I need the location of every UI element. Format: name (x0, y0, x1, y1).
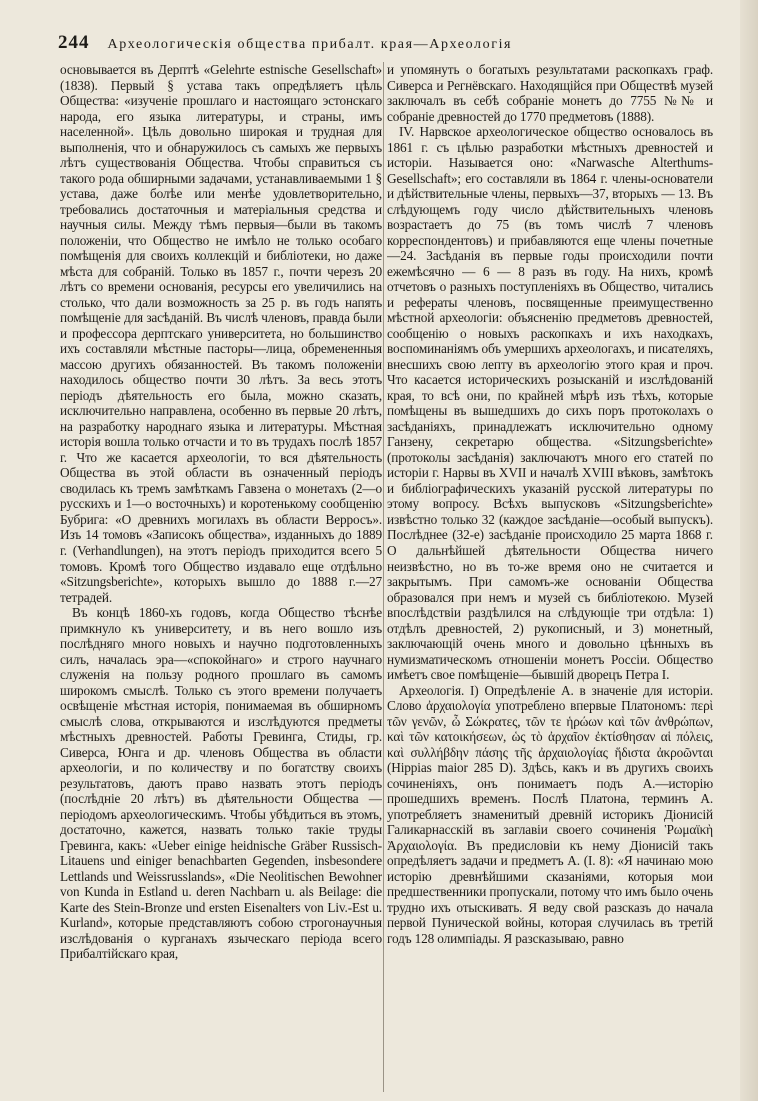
paragraph: Археологія. I) Опредѣленіе А. в значеніе для исторіи. Слово ἀρχαιολογία употреблено впервые Платономъ: περὶ τῶν γενῶν, ὦ Σώκρατες, τῶν τε ἡρώων καὶ τῶν ἀνθρώπων, καὶ τῶν κατοικήσεων, ὡς τὸ ἀρχαῖον ἐκτίσθησαν αἱ πόλεις, καὶ συλλήβδην πάσης τῆς ἀρχαιολογίας ἥδιστα ἀκροῶνται (Hippias maior 285 D). Здѣсь, какъ и въ другихъ своихъ сочиненіяхъ, онъ понимаетъ подъ А.—исторію прошедшихъ временъ. Послѣ Платона, терминъ А. употребляетъ знаменитый древній историкъ Діонисій Галикарнасскій въ заглавіи своего сочиненія Ῥωμαϊκὴ Ἀρχαιολογία. Въ предисловіи къ нему Діонисій такъ опредѣляетъ задачи и предметъ А. (I. 8): «Я начинаю мою исторію древнѣйшими сказаніями, которыя мои предшественники пропускали, потому что имъ было очень трудно ихъ отыскивать. Я веду свой разсказъ до начала первой Пунической войны, которая случилась въ третій годъ 128 олимпіады. Я разсказываю, равно (387, 682, 713, 946)
paragraph: и упомянуть о богатыхъ результатами раскопкахъ граф. Сиверса и Регнёвскаго. Находящійся при Обществѣ музей заключалъ въ себѣ собраніе монетъ до 7755 №№ и собраніе древностей до 1770 предметовъ (1888). (387, 62, 713, 124)
right-column (387, 62, 713, 1097)
paragraph: IV. Нарвское археологическое общество основалось въ 1861 г. съ цѣлью разработки мѣстныхъ древностей и исторіи. Называется оно: «Narwasche Alterthums-Gesellschaft»; его составляли въ 1864 г. члены-основатели и дѣйствительные члены, первыхъ—37, вторыхъ — 13. Въ слѣдующемъ году число дѣйствительныхъ членовъ возрастаетъ до 75 (въ томъ числѣ 7 членовъ корреспондентовъ) и прибавляются еще члены почетные—24. Засѣданія въ первые годы происходили почти ежемѣсячно — 6 — 8 разъ въ году. На нихъ, кромѣ отчетовъ о разныхъ поступленіяхъ въ Общество, читались и рефераты членовъ, посвященные преимущественно мѣстной археологіи: объясненію предметовъ древностей, сообщенію о новыхъ раскопкахъ и ихъ находкахъ, воспоминаніямъ объ умершихъ археологахъ, и писателяхъ, внесшихъ свою лепту въ археологію этого края и проч. Что касается историческихъ розысканій и изслѣдованій края, то всѣ они, по крайней мѣрѣ изъ тѣхъ, которые помѣщены въ вышедшихъ до сихъ поръ протоколахъ о засѣданіяхъ, принадлежатъ исключительно одному Ганзену, секретарю общества. «Sitzungsberichte» (протоколы засѣданія) заключаютъ много его статей по исторіи г. Нарвы въ XVII и началѣ XVIII вѣковъ, замѣтокъ и библіографическихъ указаній русской литературы по этому вопросу. Всѣхъ выпусковъ «Sitzungsberichte» извѣстно только 32 (каждое засѣданіе—особый выпускъ). Послѣднее (32-е) засѣданіе происходило 25 марта 1868 г. О дальнѣйшей дѣятельности Общества ничего неизвѣстно, но въ то-же время оно не считается и закрытымъ. При самомъ-же основаніи Общества образовался при немъ и музей съ библіотекою. Музей впослѣдствіи раздѣлился на слѣдующіе три отдѣла: 1) отдѣлъ древностей, 2) рукописный, и 3) монетный, заключающій очень много и довольно цѣнныхъ въ нумизматическомъ отношеніи монетъ Россіи. Общество имѣетъ свое помѣщеніе—бывшій дворецъ Петра I. (387, 124, 713, 683)
page-header (58, 32, 750, 54)
paragraph: основывается въ Дерптѣ «Gelehrte estnische Gesellschaft» (1838). Первый § устава такъ опредѣляетъ цѣль Общества: «изученіе прошлаго и настоящаго эстонскаго народа, его языка литературы, и страны, имъ населенной». Цѣль довольно широкая и трудная для выполненія, что и обнаружилось съ самыхъ же первыхъ лѣтъ существованія Общества. Чтобы справиться съ такого рода обширными задачами, устанавливаемыми 1 § устава, даже болѣе или менѣе удовлетворительно, требовались достаточныя и матеріальныя средства и научныя силы. Между тѣмъ первыя—были въ такомъ положеніи, что Общество не имѣло не только особаго помѣщенія для своихъ коллекцій и библіотеки, но даже мѣста для собраній. Только въ 1857 г., почти черезъ 20 лѣтъ со времени основанія, ресурсы его увеличились на столько, что дали возможность за 25 р. въ годъ напять помѣщеніе для засѣданій. Въ числѣ членовъ, правда были и профессора дерптскаго университета, но большинство ихъ составляли мѣстные пасторы—лица, обремененныя массою другихъ обязанностей. Въ такомъ положеніи находилось общество почти 30 лѣтъ. За весь этотъ періодъ дѣятельность его была, можно сказать, исключительно направлена, особенно въ первые 20 лѣтъ, на разработку народнаго языка и литературы. Мѣстная исторія вошла только отчасти и то въ трудахъ послѣ 1857 г. Что же касается археологіи, то вся дѣятельность Общества въ этой области въ означенный періодъ сводилась къ тремъ замѣткамъ Гавзена о монетахъ (2—о русскихъ и 1—о восточныхъ) и коротенькому сообщенію Бубрига: «О древнихъ могилахъ въ области Верросъ». Изъ 14 томовъ «Записокъ общества», изданныхъ до 1889 г. (Verhandlungen), на этотъ періодъ приходится всего 5 томовъ. Кромѣ того Общество издавало еще отдѣльно «Sitzungsberichte», которыхъ вышло до 1888 г.—27 тетрадей. (60, 62, 382, 605)
left-column (60, 62, 382, 1097)
running-head: Археологическія общества прибалт. края—Археологія (107, 37, 513, 52)
column-divider (383, 62, 384, 1092)
page-number: 244 (58, 32, 90, 53)
page-edge (740, 0, 758, 1101)
paragraph: Въ концѣ 1860-хъ годовъ, когда Общество тѣснѣе примкнуло къ университету, и въ него вошло изъ послѣдняго много новыхъ и научно подготовленныхъ силъ, началась эра—«спокойнаго» и строго научнаго служенія на пользу родного прошлаго въ самомъ широкомъ смыслѣ. Только съ этого времени получаетъ освѣщеніе мѣстная исторія, понимаемая въ обширномъ смыслѣ слова, открываются и изслѣдуются предметы мѣстныхъ древностей. Работы Гревинга, Стиды, гр. Сиверса, Юнга и др. членовъ Общества въ области археологіи, и по количеству и по богатству своихъ результатовъ, даютъ право назвать этотъ періодъ (послѣдніе 20 лѣтъ) въ дѣятельности Общества — періодомъ археологическимъ. Чтобы убѣдиться въ этомъ, достаточно, кажется, назвать только такіе труды Гревинга, какъ: «Ueber einige heidnische Gräber Russisch-Litauens und einiger benachbarten Gegenden, insbesondere Lettlands und Weissrusslands», «Die Neolitischen Bewohner von Kunda in Estland u. deren Nachbarn u. als Beilage: die Karte des Stein-Bronze und ersten Eisenalters von Liv.-Est u. Kurland», которые представляютъ собою строгонаучныя изслѣдованія о курганахъ языческаго періода всего Прибалтійскаго края, (60, 605, 382, 962)
